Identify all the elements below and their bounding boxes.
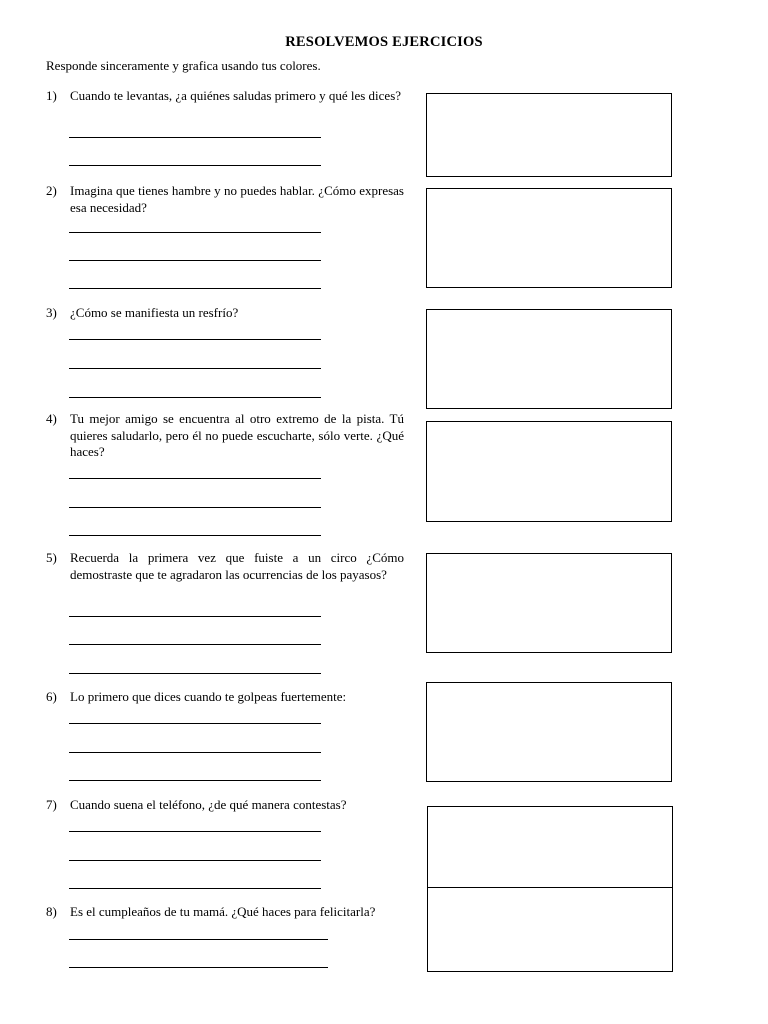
drawing-box[interactable] bbox=[426, 188, 672, 288]
drawing-box[interactable] bbox=[427, 806, 673, 888]
answer-line[interactable] bbox=[69, 939, 328, 940]
drawing-box[interactable] bbox=[426, 309, 672, 409]
question-text: Imagina que tienes hambre y no puedes hablar. ¿Cómo expresas esa necesidad? bbox=[70, 183, 404, 215]
answer-line[interactable] bbox=[69, 260, 321, 261]
answer-line[interactable] bbox=[69, 723, 321, 724]
answer-line[interactable] bbox=[69, 339, 321, 340]
question-text: Cuando te levantas, ¿a quiénes saludas primero y qué les dices? bbox=[70, 88, 402, 103]
answer-line[interactable] bbox=[69, 673, 321, 674]
question-text: Tu mejor amigo se encuentra al otro extremo de la pista. Tú quieres saludarlo, pero él no puede escucharte, sólo verte. ¿Qué haces? bbox=[70, 411, 404, 459]
question-text: Es el cumpleaños de tu mamá. ¿Qué haces para felicitarla? bbox=[70, 904, 376, 919]
answer-line[interactable] bbox=[69, 860, 321, 861]
answer-line[interactable] bbox=[69, 507, 321, 508]
question-number: 6) bbox=[46, 689, 57, 704]
answer-line[interactable] bbox=[69, 288, 321, 289]
question-3 bbox=[46, 305, 406, 323]
answer-line[interactable] bbox=[69, 967, 328, 968]
question-number: 1) bbox=[46, 88, 57, 103]
answer-line[interactable] bbox=[69, 232, 321, 233]
answer-line[interactable] bbox=[69, 478, 321, 479]
answer-line[interactable] bbox=[69, 780, 321, 781]
question-1 bbox=[46, 88, 406, 122]
question-text: Lo primero que dices cuando te golpeas fuertemente: bbox=[70, 689, 347, 704]
drawing-box[interactable] bbox=[426, 682, 672, 782]
worksheet-instructions: Responde sinceramente y grafica usando tus colores. bbox=[46, 58, 321, 73]
answer-line[interactable] bbox=[69, 888, 321, 889]
question-text: ¿Cómo se manifiesta un resfrío? bbox=[70, 305, 239, 320]
drawing-box[interactable] bbox=[426, 93, 672, 177]
drawing-box[interactable] bbox=[426, 421, 672, 522]
question-8 bbox=[46, 904, 416, 922]
question-4 bbox=[46, 411, 406, 461]
question-6 bbox=[46, 689, 406, 707]
question-number: 7) bbox=[46, 797, 57, 812]
question-number: 2) bbox=[46, 183, 57, 198]
answer-line[interactable] bbox=[69, 137, 321, 138]
answer-line[interactable] bbox=[69, 831, 321, 832]
question-text: Cuando suena el teléfono, ¿de qué manera contestas? bbox=[70, 797, 347, 812]
drawing-box[interactable] bbox=[427, 887, 673, 972]
question-5 bbox=[46, 550, 406, 600]
answer-line[interactable] bbox=[69, 368, 321, 369]
question-number: 8) bbox=[46, 904, 57, 919]
question-number: 4) bbox=[46, 411, 57, 426]
answer-line[interactable] bbox=[69, 397, 321, 398]
question-text: Recuerda la primera vez que fuiste a un circo ¿Cómo demostraste que te agradaron las ocurrencias de los payasos? bbox=[70, 550, 404, 582]
drawing-box[interactable] bbox=[426, 553, 672, 653]
question-number: 3) bbox=[46, 305, 57, 320]
answer-line[interactable] bbox=[69, 752, 321, 753]
question-7 bbox=[46, 797, 406, 815]
answer-line[interactable] bbox=[69, 535, 321, 536]
answer-line[interactable] bbox=[69, 165, 321, 166]
answer-line[interactable] bbox=[69, 644, 321, 645]
question-number: 5) bbox=[46, 550, 57, 565]
question-2 bbox=[46, 183, 406, 217]
worksheet-title: RESOLVEMOS EJERCICIOS bbox=[285, 34, 483, 50]
answer-line[interactable] bbox=[69, 616, 321, 617]
